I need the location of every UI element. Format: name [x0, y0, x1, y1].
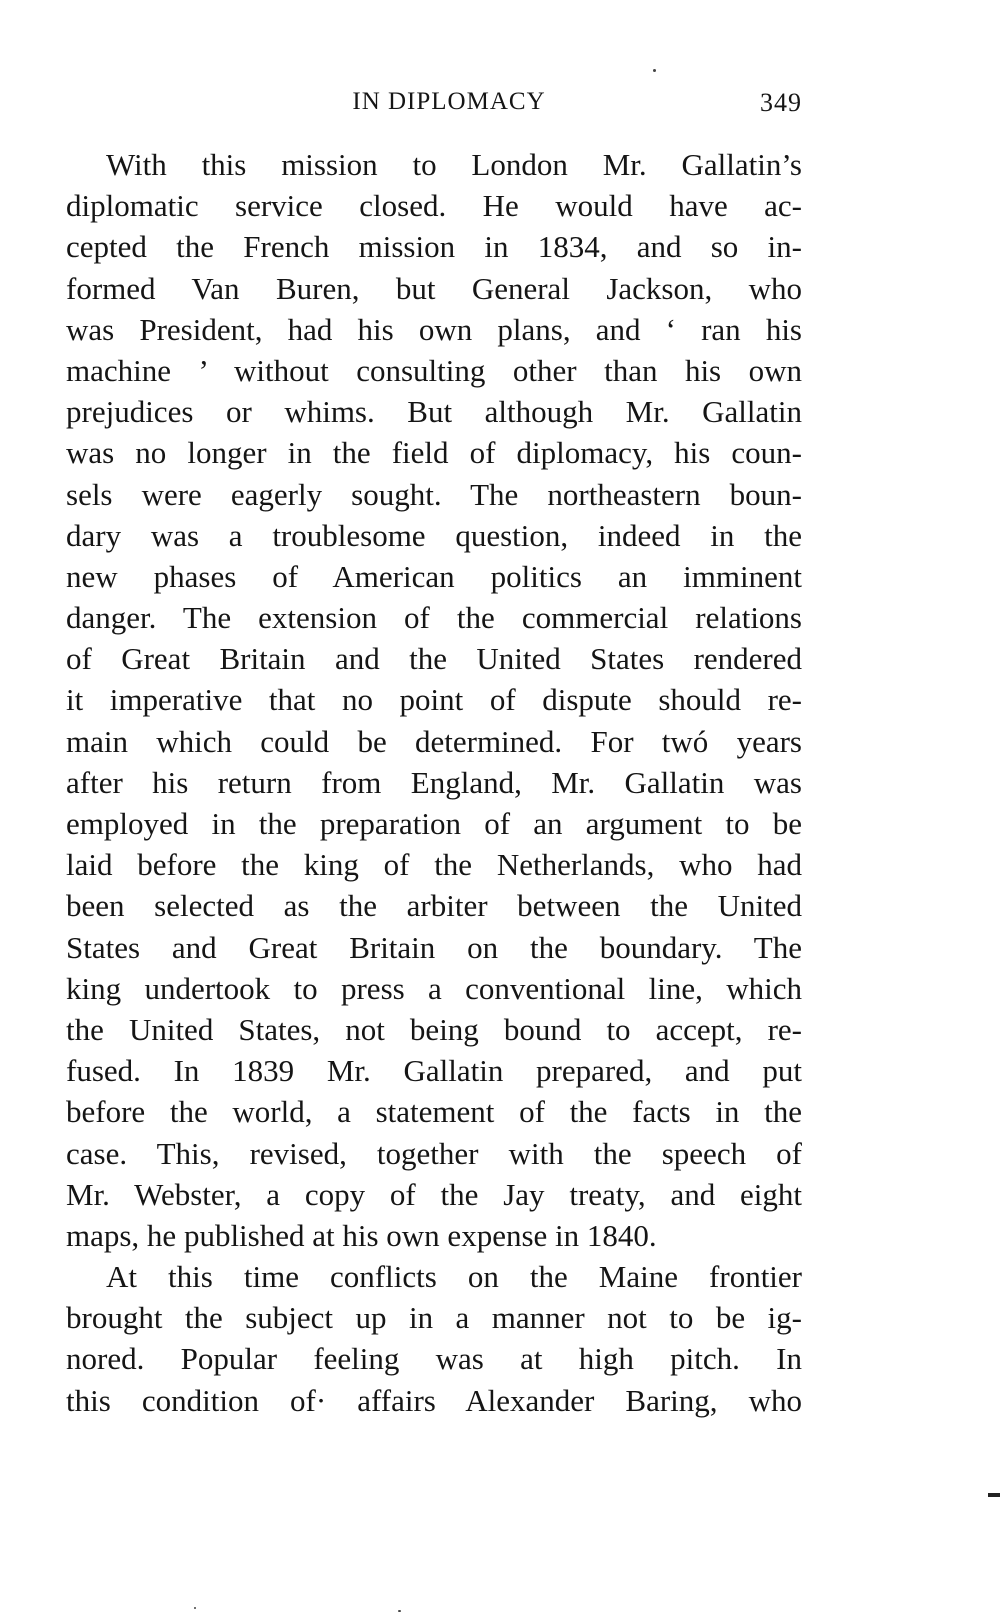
text-line: new phases of American politics an imminent [66, 558, 802, 594]
running-head-title: IN DIPLOMACY [352, 88, 546, 115]
text-line: this condition of· affairs Alexander Baring, who [66, 1382, 802, 1418]
text-line: cepted the French mission in 1834, and so in- [66, 229, 802, 265]
text-line: fused. In 1839 Mr. Gallatin prepared, and put [66, 1053, 802, 1089]
text-line: king undertook to press a conventional line, which [66, 970, 802, 1006]
text-line: machine ’ without consulting other than his own [66, 352, 802, 388]
text-line: With this mission to London Mr. Gallatin’s [106, 147, 802, 182]
text-line: been selected as the arbiter between the United [66, 888, 802, 924]
text-line: maps, he published at his own expense in 1840. [66, 1217, 657, 1253]
paragraph [66, 1256, 802, 1421]
text-line: was President, had his own plans, and ‘ ran his [66, 311, 802, 347]
paragraph [66, 144, 802, 1256]
text-line: after his return from England, Mr. Gallatin was [66, 764, 802, 800]
scan-speck [398, 1610, 401, 1612]
text-line: formed Van Buren, but General Jackson, who [66, 270, 802, 306]
text-line: the United States, not being bound to accept, re- [66, 1011, 802, 1047]
text-line: States and Great Britain on the boundary. The [66, 929, 802, 965]
text-line: of Great Britain and the United States rendered [66, 641, 802, 677]
text-line: sels were eagerly sought. The northeastern boun- [66, 476, 802, 512]
text-line: Mr. Webster, a copy of the Jay treaty, and eight [66, 1176, 802, 1212]
text-line: At this time conflicts on the Maine frontier [106, 1259, 802, 1295]
page-number: 349 [760, 88, 802, 117]
scan-speck [194, 1607, 196, 1609]
text-line: nored. Popular feeling was at high pitch. In [66, 1341, 802, 1377]
text-line: before the world, a statement of the facts in the [66, 1094, 802, 1130]
text-line: dary was a troublesome question, indeed in the [66, 517, 802, 553]
text-line: employed in the preparation of an argument to be [66, 806, 802, 841]
scan-edge-mark [988, 1493, 1000, 1497]
text-line: diplomatic service closed. He would have ac- [66, 188, 802, 224]
text-line: prejudices or whims. But although Mr. Gallatin [66, 394, 802, 430]
text-line: brought the subject up in a manner not to be ig- [66, 1300, 802, 1336]
text-line: case. This, revised, together with the speech of [66, 1135, 802, 1171]
scan-speck [653, 69, 656, 72]
text-line: it imperative that no point of dispute should re- [66, 682, 802, 718]
text-line: was no longer in the field of diplomacy, his coun- [66, 435, 802, 471]
text-line: main which could be determined. For twó years [66, 723, 802, 759]
text-line: danger. The extension of the commercial relations [66, 600, 802, 636]
text-line: laid before the king of the Netherlands, who had [66, 847, 802, 883]
running-head [66, 88, 802, 122]
body-text [66, 144, 802, 1421]
